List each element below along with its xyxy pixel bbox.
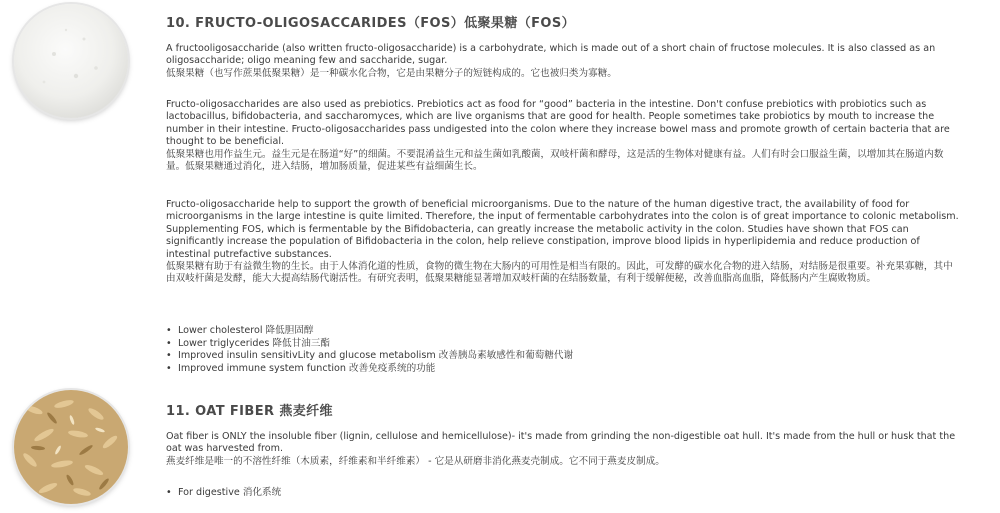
section-title-fos: 10. FRUCTO-OLIGOSACCARIDES（FOS）低聚果糖（FOS） bbox=[166, 16, 576, 31]
list-item: • Improved insulin sensitivLity and glucose metabolism 改善胰岛素敏感性和葡萄糖代谢 bbox=[166, 350, 573, 363]
paragraph-english: A fructooligosaccharide (also written fructo-oligosaccharide) is a carbohydrate, which is made out of a short chain of fructose molecules. It is also classed as an oligosaccharide; oligo meaning few and saccharide, sugar. bbox=[166, 43, 936, 67]
paragraph-chinese: 燕麦纤维是唯一的不溶性纤维（木质素，纤维素和半纤维素） - 它是从研磨非消化燕麦壳制成。它不同于燕麦皮制成。 bbox=[166, 455, 665, 467]
paragraph-chinese: 低聚果糖也用作益生元。益生元是在肠道“好”的细菌。不要混淆益生元和益生菌如乳酸菌，双岐杆菌和酵母，这是活的生物体对健康有益。人们有时会口服益生菌，以增加其在肠道内数量。低聚果糖通过消化，进入结肠，增加肠质量，促进某些有益细菌生长。 bbox=[166, 148, 944, 173]
list-item: • Improved immune system function 改善免疫系统的功能 bbox=[166, 363, 573, 376]
list-item: • Lower triglycerides 降低甘油三酯 bbox=[166, 338, 573, 351]
list-item: • For digestive 消化系统 bbox=[166, 487, 281, 500]
section-title-oat-fiber: 11. OAT FIBER 燕麦纤维 bbox=[166, 404, 333, 419]
oat-fiber-image bbox=[14, 390, 128, 504]
oat-paragraph-1 bbox=[166, 431, 962, 468]
list-item: • Lower cholesterol 降低胆固醇 bbox=[166, 325, 573, 338]
fos-paragraph-1 bbox=[166, 43, 962, 80]
fos-paragraph-2 bbox=[166, 99, 962, 173]
fos-paragraph-3 bbox=[166, 199, 962, 286]
paragraph-english: Fructo-oligosaccharide help to support the growth of beneficial microorganisms. Due to the nature of the human digestive tract, the availability of food for microorganisms in the large intestine is quite limited. Therefore, the input of fermentable carbohydrates into the colon is of great importance to colonic metabolism. Supplementing FOS, which is fermentable by the Bifidobacteria, can greatly increase the metabolic activity in the colon. Studies have shown that FOS can significantly increase the population of Bifidobacteria in the colon, help relieve constipation, improve blood lipids in hyperlipidemia and reduce production of intestinal putrefactive substances. bbox=[166, 199, 959, 260]
oat-benefits-list bbox=[166, 487, 281, 500]
fos-benefits-list bbox=[166, 325, 573, 375]
paragraph-english: Fructo-oligosaccharides are also used as prebiotics. Prebiotics act as food for “good” bacteria in the intestine. Don't confuse prebiotics with probiotics such as lactobacillus, bifidobacteria, and saccharomyces, which are live organisms that are good for health. People sometimes take probiotics by mouth to increase the number in their intestine. Fructo-oligosaccharides pass undigested into the colon where they increase bowel mass and promote growth of certain bacteria that are thought to be beneficial. bbox=[166, 99, 950, 148]
paragraph-chinese: 低聚果糖有助于有益微生物的生长。由于人体消化道的性质，食物的微生物在大肠内的可用性是相当有限的。因此，可发酵的碳水化合物的进入结肠，对结肠是很重要。补充果寡糖，其中由双岐杆菌是发酵，能大大提高结肠代谢活性。有研究表明，低聚果糖能显著增加双岐杆菌的在结肠数量，有利于缓解便秘，改善血脂高血脂，降低肠内产生腐败物质。 bbox=[166, 261, 953, 285]
paragraph-english: Oat fiber is ONLY the insoluble fiber (lignin, cellulose and hemicellulose)- it's made from grinding the non-digestible oat hull. It's made from the hull or husk that the oat was harvested from. bbox=[166, 431, 956, 455]
fos-powder-image bbox=[14, 4, 128, 118]
paragraph-chinese: 低聚果糖（也写作蔗果低聚果糖）是一种碳水化合物，它是由果糖分子的短链构成的。它也被归类为寡糖。 bbox=[166, 67, 617, 79]
